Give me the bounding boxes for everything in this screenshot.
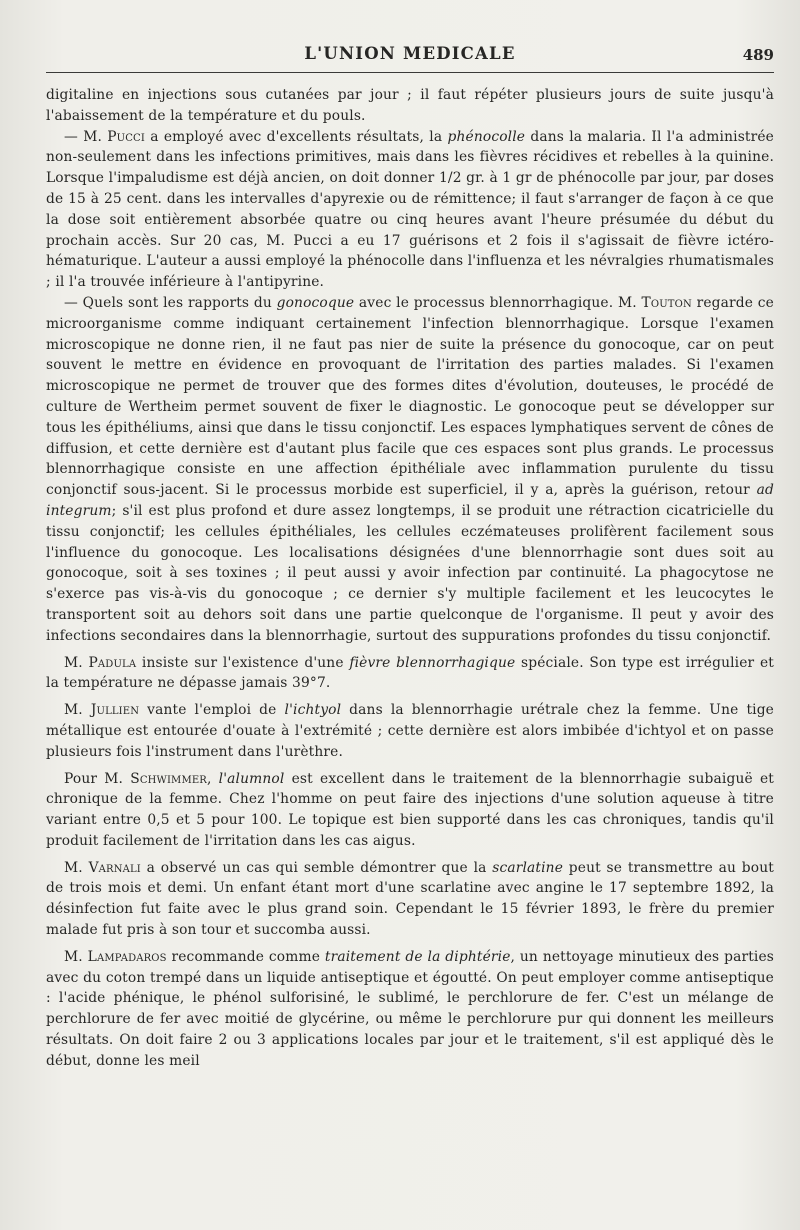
paragraph-digitaline <box>46 85 774 127</box>
text-run: M. <box>64 702 91 719</box>
running-head <box>46 38 774 72</box>
article-body <box>46 85 774 1072</box>
text-run: , <box>206 770 219 787</box>
italic-term: gonocoque <box>276 294 355 311</box>
text-run: M. <box>64 948 88 965</box>
page-number: 489 <box>742 46 774 64</box>
italic-term: ad integrum <box>46 482 774 519</box>
text-run: insiste sur l'existence d'une <box>136 654 350 671</box>
paragraph-jullien <box>46 700 774 762</box>
paragraph-schwimmer <box>46 769 774 852</box>
text-run: — Quels sont les rapports du <box>64 294 277 311</box>
author-name: Schwimmer <box>130 770 207 787</box>
author-name: Touton <box>641 294 692 311</box>
author-name: Varnali <box>88 859 141 876</box>
text-run: est excellent dans le traitement de la blennorrhagie subaiguë et chronique de la femme. Chez l'homme on peut faire des injections d'une solution aqueuse à titre variant entre 0,5 et 5 pour 100. Le topique est bien supporté dans les cas chroniques, tandis qu'il produit facilement de l'irritation dans les cas aigus. <box>46 770 774 849</box>
text-run: dans la blennorrhagie urétrale chez la femme. Une tige métallique est entourée d'ouate à l'extrémité ; cette dernière est alors imbibée d'ichtyol et on passe plusieurs fois l'instrument dans l'urèthre. <box>46 702 775 760</box>
text-run: a employé avec d'excellents résultats, la <box>144 128 448 145</box>
text-run: vante l'emploi de <box>139 702 285 719</box>
paragraph-varnali <box>46 858 774 941</box>
text-run: ; s'il est plus profond et dure assez longtemps, il se produit une rétraction cicatricielle du tissu conjonctif; les cellules épithéliales, les cellules eczémateuses prolifèrent facilement sous l'influence du gonocoque. Les localisations désignées d'une blennorrhagie sont dues soit au gonocoque, soit à ses toxines ; il peut aussi y avoir infection par continuité. La phagocytose ne s'exerce pas vis-à-vis du gonocoque ; ce dernier s'y multiple facilement et les leucocytes le transportent soit au dehors soit dans une partie quelconque de l'organisme. Il peut y avoir des infections secondaires dans la blennorrhagie, surtout des suppurations profondes du tissu conjonctif. <box>46 502 774 644</box>
text-run: peut se transmettre au bout de trois mois et demi. Un enfant étant mort d'une scarlatine avec angine le 17 septembre 1892, la désinfection fut faite avec le plus grand soin. Cependant le 15 février 1893, le frère du premier malade fut pris à son tour et succomba aussi. <box>46 859 774 939</box>
running-title: L'UNION MEDICALE <box>304 44 516 63</box>
author-name: Padula <box>88 654 137 671</box>
text-run: M. <box>64 859 89 876</box>
italic-term: traitement de la diphtérie <box>324 948 511 965</box>
italic-term: l'alumnol <box>218 770 285 787</box>
text-run: spéciale. Son type est irrégulier et la température ne dépasse jamais 39°7. <box>46 654 774 692</box>
italic-term: l'ichtyol <box>284 702 342 719</box>
text-run: a observé un cas qui semble démontrer que la <box>140 859 493 876</box>
author-name: Lampadaros <box>87 948 167 965</box>
paragraph-phenocolle <box>46 127 774 293</box>
italic-term: fièvre blennorrhagique <box>349 654 516 671</box>
paragraph-lampadaros <box>46 947 774 1072</box>
text-run: — M. <box>64 128 108 145</box>
text-run: dans la malaria. Il l'a administrée non-seulement dans les infections primitives, mais dans les fièvres récidives et rebelles à la quinine. Lorsque l'impaludisme est déjà ancien, on doit donner 1/2 gr. à 1 gr de phénocolle par jour, par doses de 15 à 25 cent. dans les intervalles d'apyrexie ou de rémittence; il faut s'arranger de façon à ce que la dose soit entièrement absorbée quatre ou cinq heures avant l'heure présumée du début du prochain accès. Sur 20 cas, M. Pucci a eu 17 guérisons et 2 fois il s'agissait de fièvre ictéro-hématurique. L'auteur a aussi employé la phénocolle dans l'influenza et les névralgies rhumatismales ; il l'a trouvée inférieure à l'antipyrine. <box>46 128 774 291</box>
italic-term: scarlatine <box>492 859 564 876</box>
text-run: M. <box>64 654 89 671</box>
italic-term: phénocolle <box>447 128 526 145</box>
text-run: digitaline en injections sous cutanées par jour ; il faut répéter plusieurs jours de suite jusqu'à l'abaissement de la température et du pouls. <box>46 87 774 124</box>
text-run: Pour M. <box>64 770 131 787</box>
author-name: Jullien <box>90 702 140 719</box>
text-run: , un nettoyage minutieux des parties avec du coton trempé dans un liquide antiseptique et égoutté. On peut employer comme antiseptique : l'acide phénique, le phénol sulforisiné, le sublimé, le perchlorure de fer. C'est un mélange de perchlorure de fer avec moitié de glycérine, ou même le perchlorure pur qui donnent les meilleurs résultats. On doit faire 2 ou 3 applications locales par jour et le traitement, s'il est appliqué dès le début, donne les meil <box>46 948 775 1069</box>
header-rule <box>46 72 774 73</box>
text-run: recommande comme <box>166 948 325 965</box>
paragraph-padula <box>46 653 774 695</box>
text-run: avec le processus blennorrhagique. M. <box>354 294 642 311</box>
author-name: Pucci <box>107 128 145 145</box>
paragraph-gonocoque <box>46 293 774 647</box>
text-run: regarde ce microorganisme comme indiquant certainement l'infection blennorrhagique. Lorsque l'examen microscopique ne donne rien, il ne faut pas nier de suite la présence du gonocoque, car on peut souvent le mettre en évidence en provoquant de l'irritation des parties malades. Si l'examen microscopique ne permet de trouver que des formes dites d'évolution, douteuses, le procédé de culture de Wertheim permet souvent de fixer le diagnostic. Le gonocoque peut se développer sur tous les épithéliums, ainsi que dans le tissu conjonctif. Les espaces lymphatiques servent de cônes de diffusion, et cette dernière est d'autant plus facile que ces espaces sont plus grands. Le processus blennorrhagique consiste en une affection épithéliale avec inflammation purulente du tissu conjonctif sous-jacent. Si le processus morbide est superficiel, il y a, après la guérison, retour <box>46 294 774 499</box>
